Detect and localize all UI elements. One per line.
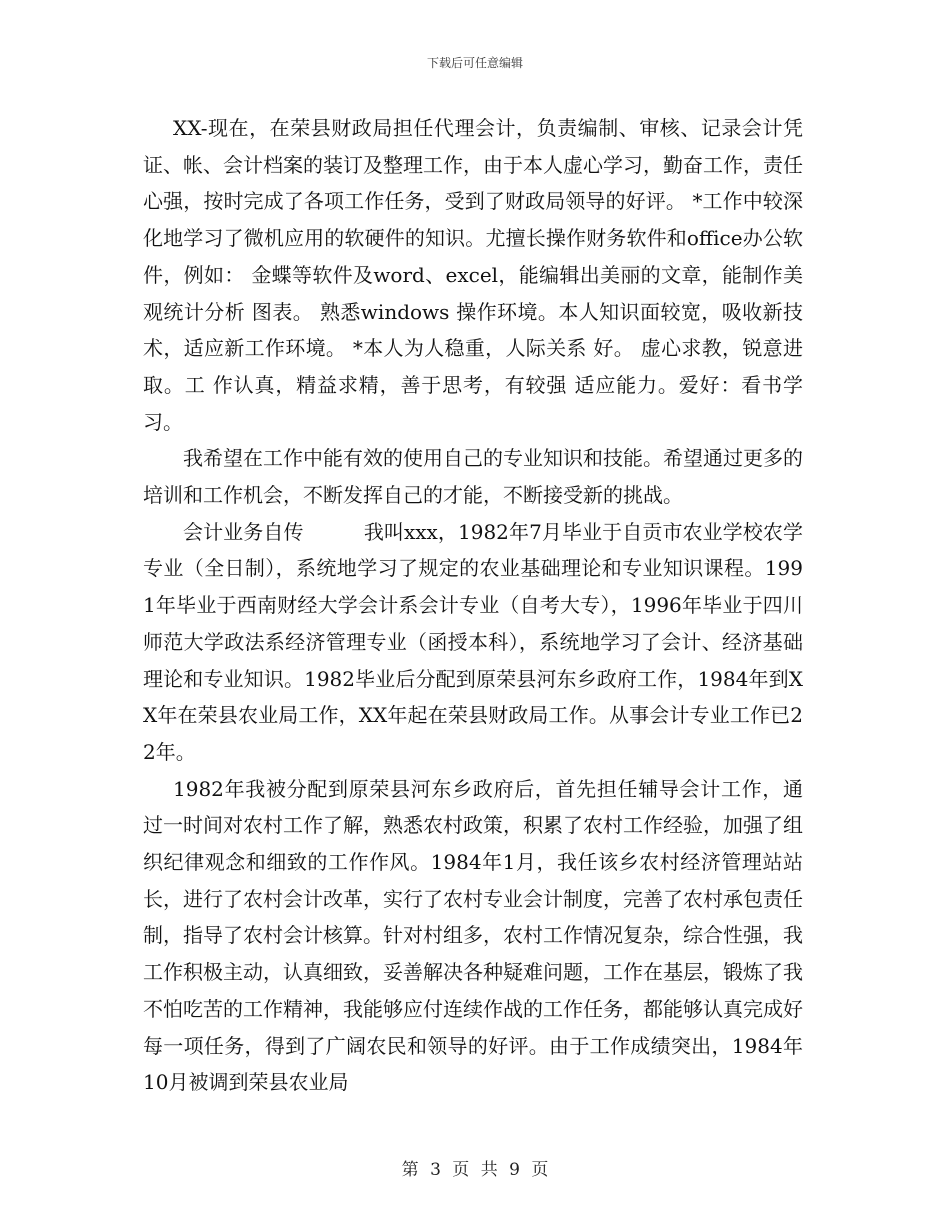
page-footer: 第 3 页 共 9 页 bbox=[401, 1160, 549, 1180]
paragraph-4: 1982年我被分配到原荣县河东乡政府后，首先担任辅导会计工作，通过一时间对农村工作了解，熟悉农村政策，积累了农村工作经验，加强了组织纪律观念和细致的工作作风。1984年1月，我任该乡农村经济管理站站长，进行了农村会计改革，实行了农村专业会计制度，完善了农村承包责任制，指导了农村会计核算。针对村组多，农村工作情况复杂，综合性强，我工作积极主动，认真细致，妥善解决各种疑难问题，工作在基层，锻炼了我不怕吃苦的工作精神，我能够应付连续作战的工作任务，都能够认真完成好每一项任务，得到了广阔农民和领导的好评。由于工作成绩突出，1984年10月被调到荣县农业局 bbox=[143, 776, 803, 1095]
page-header: 下载后可任意编辑 bbox=[426, 56, 523, 70]
paragraph-2: 我希望在工作中能有效的使用自己的专业知识和技能。希望通过更多的培训和工作机会，不断发挥自己的才能，不断接受新的挑战。 bbox=[143, 446, 803, 508]
paragraph-3: 会计业务自传 我叫xxx，1982年7月毕业于自贡市农业学校农学专业（全日制），系统地学习了规定的农业基础理论和专业知识课程。1991年毕业于西南财经大学会计系会计专业（自考大专），1996年毕业于四川师范大学政法系经济管理专业（函授本科），系统地学习了会计、经济基础理论和专业知识。1982毕业后分配到原荣县河东乡政府工作，1984年到XX年在荣县农业局工作，XX年起在荣县财政局工作。从事会计专业工作已22年。 bbox=[143, 519, 803, 764]
document-body bbox=[143, 110, 803, 1101]
paragraph-1: XX-现在，在荣县财政局担任代理会计，负责编制、审核、记录会计凭证、帐、会计档案的装订及整理工作，由于本人虚心学习，勤奋工作，责任心强，按时完成了各项工作任务，受到了财政局领导的好评。 *工作中较深化地学习了微机应用的软硬件的知识。尤擅长操作财务软件和office办公软件，例如： 金蝶等软件及word、excel，能编辑出美丽的文章，能制作美观统计分析 图表。 熟悉windows 操作环境。本人知识面较宽，吸收新技术，适应新工作环境。 *本人为人稳重，人际关系 好。 虚心求教，锐意进取。工 作认真，精益求精，善于思考，有较强 适应能力。爱好：看书学习。 bbox=[143, 116, 803, 434]
